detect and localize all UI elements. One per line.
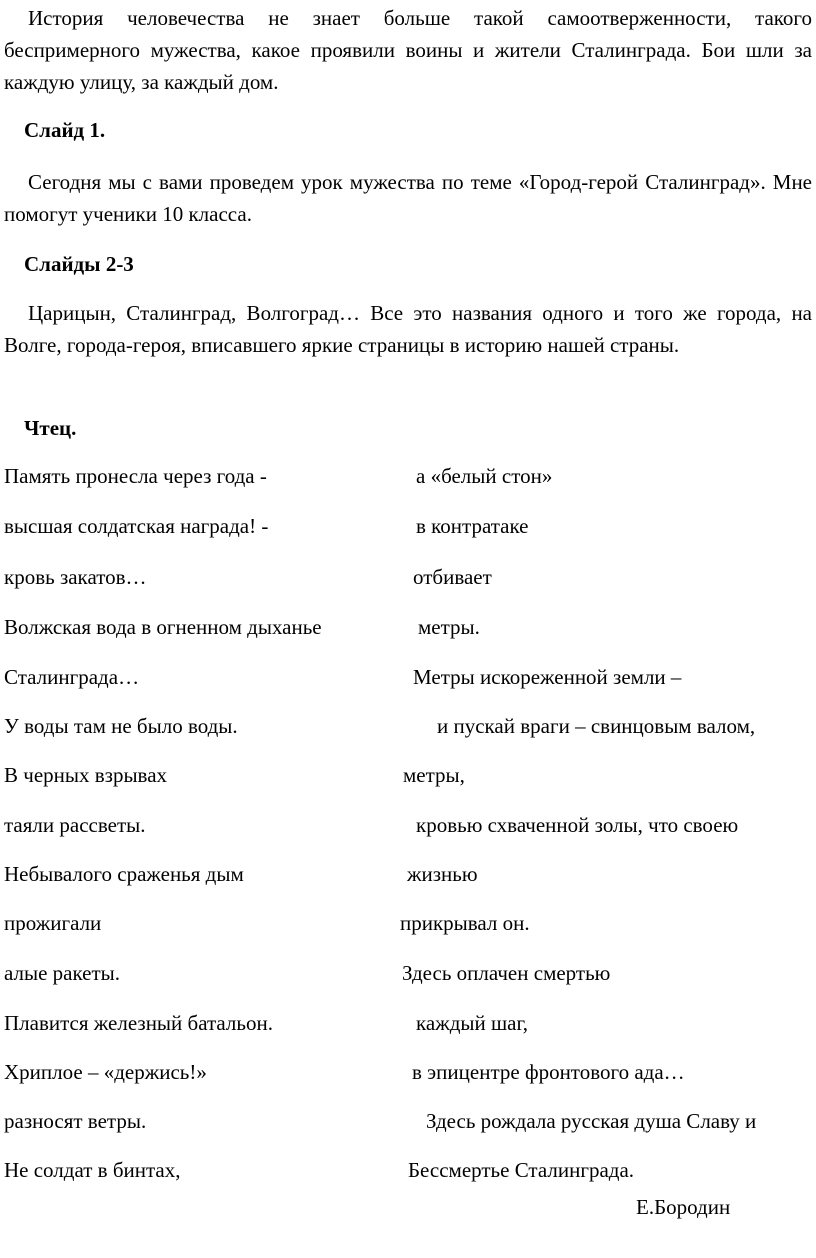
poem-line <box>0 810 816 840</box>
poem-left-text: Сталинграда… <box>4 665 140 689</box>
slides-2-3-heading: Слайды 2-3 <box>24 252 134 276</box>
poem-line <box>0 562 816 592</box>
poem-left-text: Волжская вода в огненном дыханье <box>4 615 322 639</box>
poem-left-text: В черных взрывах <box>4 763 168 787</box>
poem-right-text: отбивает <box>413 565 492 589</box>
poem-line <box>0 958 816 988</box>
poem-left-text: таяли рассветы. <box>4 813 146 837</box>
poem-line <box>0 760 816 790</box>
poem-left-text: Хриплое – «держись!» <box>4 1060 207 1084</box>
poem-left-text: высшая солдатская награда! - <box>4 514 269 538</box>
poem-right-text: метры, <box>403 763 465 787</box>
poem-line <box>0 1057 816 1087</box>
poem-left-text: алые ракеты. <box>4 961 121 985</box>
poem-left-text: Память пронесла через года - <box>4 464 267 488</box>
poem-left-text: Небывалого сраженья дым <box>4 862 244 886</box>
poem-right-text: и пускай враги – свинцовым валом, <box>437 714 756 738</box>
poem-right-text: Метры искореженной земли – <box>413 665 682 689</box>
author-signature: Е.Бородин <box>636 1195 731 1219</box>
poem-right-text: Здесь рождала русская душа Славу и <box>426 1109 757 1133</box>
poem-line <box>0 859 816 889</box>
poem-right-text: каждый шаг, <box>416 1011 528 1035</box>
intro-paragraph: История человечества не знает больше такой самоотверженности, такого беспримерного мужества, какое проявили воины и жители Сталинграда. Бои шли за каждую улицу, за каждый дом. <box>4 6 812 94</box>
poem-line <box>0 908 816 938</box>
slide-1-paragraph: Сегодня мы с вами проведем урок мужества по теме «Город-герой Сталинград». Мне помогут ученики 10 класса. <box>4 170 812 226</box>
poem-right-text: в эпицентре фронтового ада… <box>412 1060 685 1084</box>
poem-left-text: Плавится железный батальон. <box>4 1011 273 1035</box>
poem-line <box>0 711 816 741</box>
slides-2-3-paragraph: Царицын, Сталинград, Волгоград… Все это названия одного и того же города, на Волге, города-героя, вписавшего яркие страницы в историю нашей страны. <box>4 301 812 357</box>
poem-right-text: Бессмертье Сталинграда. <box>408 1158 635 1182</box>
poem-right-text: кровью схваченной золы, что своею <box>416 813 739 837</box>
poem-right-text: Здесь оплачен смертью <box>402 961 611 985</box>
poem-left-text: прожигали <box>4 911 102 935</box>
poem-right-text: в контратаке <box>416 514 529 538</box>
poem-right-text: а «белый стон» <box>416 464 553 488</box>
poem-right-text: жизнью <box>407 862 478 886</box>
poem-line <box>0 1155 816 1185</box>
poem-line <box>0 662 816 692</box>
poem-right-text: прикрывал он. <box>400 911 530 935</box>
poem-line <box>0 612 816 642</box>
poem-line <box>0 461 816 491</box>
poem-left-text: Не солдат в бинтах, <box>4 1158 181 1182</box>
poem-left-text: разносят ветры. <box>4 1109 147 1133</box>
poem-line <box>0 511 816 541</box>
slide-1-heading: Слайд 1. <box>24 118 106 142</box>
reader-heading: Чтец. <box>24 416 77 440</box>
poem-left-text: кровь закатов… <box>4 565 147 589</box>
poem-right-text: метры. <box>418 615 480 639</box>
poem-line <box>0 1008 816 1038</box>
poem-left-text: У воды там не было воды. <box>4 714 238 738</box>
poem-line <box>0 1106 816 1136</box>
